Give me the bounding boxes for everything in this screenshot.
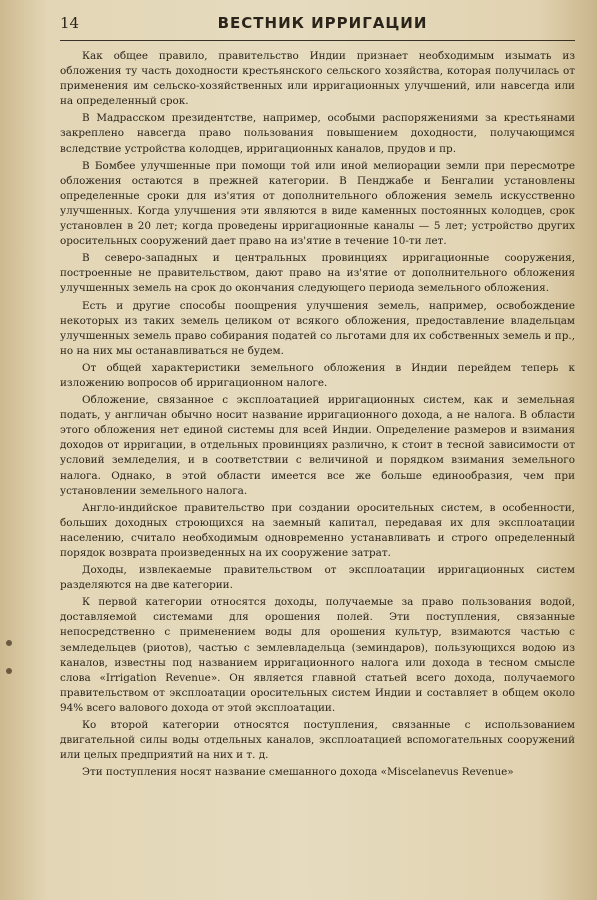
paragraph: Англо-индийское правительство при создании оросительных систем, в особенности, больших доходных строющихся на заемный капитал, передавая их для эксплоатации населению, считало необходимым одновременно устанавливать и строго определенный порядок возврата произведенных на их сооружение затрат. — [60, 501, 575, 559]
paragraph: К первой категории относятся доходы, получаемые за право пользования водой, доставляемой системами для орошения полей. Эти поступления, связанные непосредственно с применением воды для орошения культур, взимаются частью с земледельцев (риотов), частью с землевладельца (земиндаров), пользующихся водою из каналов, известны под названием ирригационного налога или дохода в тесном смысле слова «Irrigation Revenue». Он является главной статьей всего дохода, получаемого правительством от эксплоатации оросительных систем Индии и составляет в общем около 94% всего валового дохода от этой эксплоатации. — [60, 596, 575, 714]
running-header — [60, 14, 575, 41]
page-number: 14 — [60, 14, 80, 32]
paragraph: От общей характеристики земельного обложения в Индии перейдем теперь к изложению вопросов об ирригационном налоге. — [60, 361, 575, 389]
margin-hole-mark — [6, 640, 12, 646]
paragraph: Эти поступления носят название смешанного дохода «Miscelanevus Revenue» — [82, 766, 514, 779]
paragraph: Обложение, связанное с эксплоатацией ирригационных систем, как и земельная подать, у англичан обычно носит название ирригационного дохода, а не налога. В области этого обложения нет единой системы для всей Индии. Определение размеров и взимания доходов от ирригации, в отдельных провинциях различно, к стоит в тесной зависимости от условий земледелия, и в соответствии с величиной и порядком взимания земельного налога. Однако, в этой области имеется все же больше единообразия, чем при установлении земельного налога. — [60, 394, 575, 497]
paragraph: Доходы, извлекаемые правительством от эксплоатации ирригационных систем разделяются на две категории. — [60, 564, 575, 592]
journal-title: ВЕСТНИК ИРРИГАЦИИ — [217, 14, 428, 32]
paragraph: Как общее правило, правительство Индии признает необходимым изымать из обложения ту часть доходности крестьянского сельского хозяйства, которая получилась от применения им сельско-хозяйственных или ирригационных улучшений, или навсегда или на определенный срок. — [60, 50, 575, 108]
paragraph: Ко второй категории относятся поступления, связанные с использованием двигательной силы воды отдельных каналов, эксплоатацией вспомогательных сооружений или целых предприятий на них и т. д. — [60, 719, 575, 762]
paragraph: Есть и другие способы поощрения улучшения земель, например, освобождение некоторых из таких земель целиком от всякого обложения, предоставление владельцам улучшенных земель право собирания податей со льготами для их собственных земель и пр., но на них мы останавливаться не будем. — [60, 299, 575, 357]
paragraph: В Бомбее улучшенные при помощи той или иной мелиорации земли при пересмотре обложения остаются в прежней категории. В Пенджабе и Бенгалии установлены определенные сроки для из'ятия от дополнительного обложения земель искусственно улучшенных. Когда улучшения эти являются в виде каменных постоянных колодцев, срок установлен в 20 лет; когда проведены ирригационные каналы — 5 лет; устройство других оросительных сооружений дает право на из'ятие в течение 10-ти лет. — [60, 159, 575, 248]
paragraph: В северо-западных и центральных провинциях ирригационные сооружения, построенные не правительством, дают право на из'ятие от дополнительного обложения улучшенных земель на срок до окончания следующего периода земельного обложения. — [60, 252, 575, 295]
paragraph: В Мадрасском президентстве, например, особыми распоряжениями за крестьянами закреплено навсегда право пользования повышением доходности, получающимся вследствие устройства колодцев, ирригационных каналов, прудов и пр. — [60, 112, 575, 155]
margin-hole-mark — [6, 668, 12, 674]
article-body — [60, 49, 575, 780]
